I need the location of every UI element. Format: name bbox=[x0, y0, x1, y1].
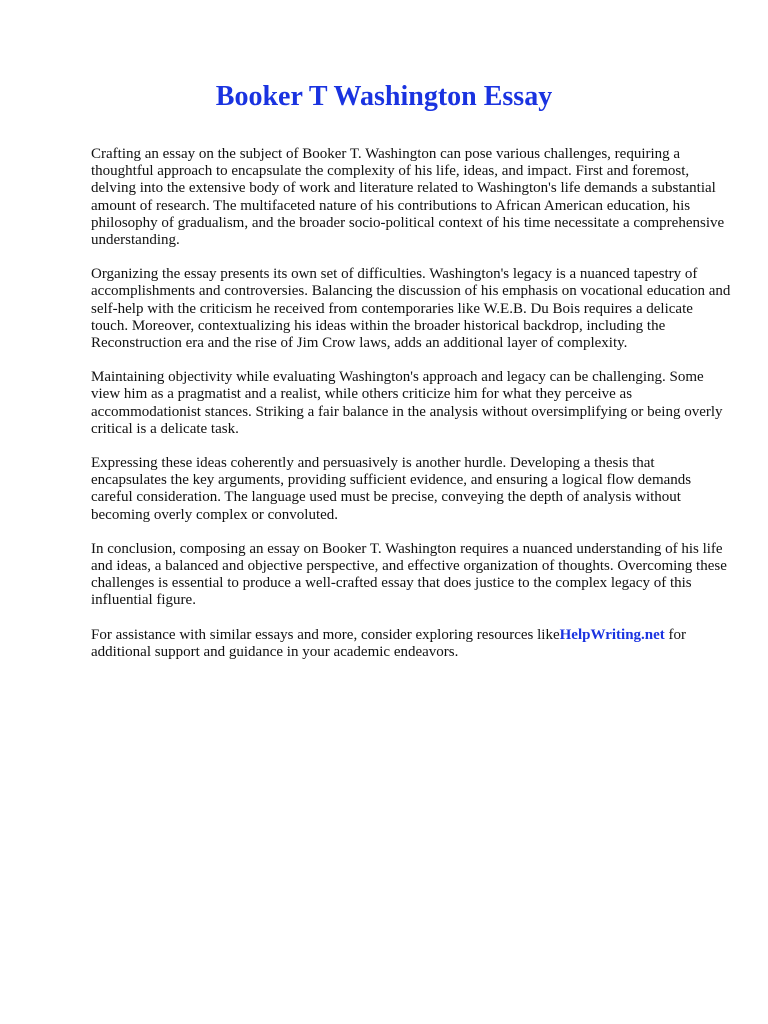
closing-paragraph bbox=[91, 627, 731, 661]
document-title: Booker T Washington Essay bbox=[215, 81, 553, 112]
document-body bbox=[91, 146, 731, 678]
paragraph-3: Maintaining objectivity while evaluating Washington's approach and legacy can be challenging. Some view him as a pragmatist and a realist, while others criticize him for what they perceive as accommodationist stances. Striking a fair balance in the analysis without oversimplifying or being overly critical is a delicate task. bbox=[91, 369, 723, 437]
paragraph-1: Crafting an essay on the subject of Booker T. Washington can pose various challenges, requiring a thoughtful approach to encapsulate the complexity of his life, ideas, and impact. First and foremost, delving into the extensive body of work and literature related to Washington's life demands a substantial amount of research. The multifaceted nature of his contributions to African American education, his philosophy of gradualism, and the broader socio-political context of his time necessitate a comprehensive understanding. bbox=[91, 146, 725, 249]
paragraph-5: In conclusion, composing an essay on Booker T. Washington requires a nuanced understanding of his life and ideas, a balanced and objective perspective, and effective organization of thoughts. Overcoming these challenges is essential to produce a well-crafted essay that does justice to the complex legacy of this influential figure. bbox=[91, 540, 727, 609]
helpwriting-link[interactable]: HelpWriting.net bbox=[559, 626, 665, 643]
paragraph-4: Expressing these ideas coherently and persuasively is another hurdle. Developing a thesis that encapsulates the key arguments, providing sufficient evidence, and ensuring a logical flow demands careful consideration. The language used must be precise, conveying the depth of analysis without becoming overly complex or convoluted. bbox=[91, 455, 692, 523]
closing-text-after-link: for additional support and guidance in your academic endeavors. bbox=[91, 626, 687, 660]
closing-text-before-link: For assistance with similar essays and more, consider exploring resources like bbox=[91, 626, 560, 643]
paragraph-2: Organizing the essay presents its own set of difficulties. Washington's legacy is a nuanced tapestry of accomplishments and controversies. Balancing the discussion of his emphasis on vocational education and self-help with the criticism he received from contemporaries like W.E.B. Du Bois requires a delicate touch. Moreover, contextualizing his ideas within the broader historical backdrop, including the Reconstruction era and the rise of Jim Crow laws, adds an additional layer of complexity. bbox=[91, 266, 731, 352]
